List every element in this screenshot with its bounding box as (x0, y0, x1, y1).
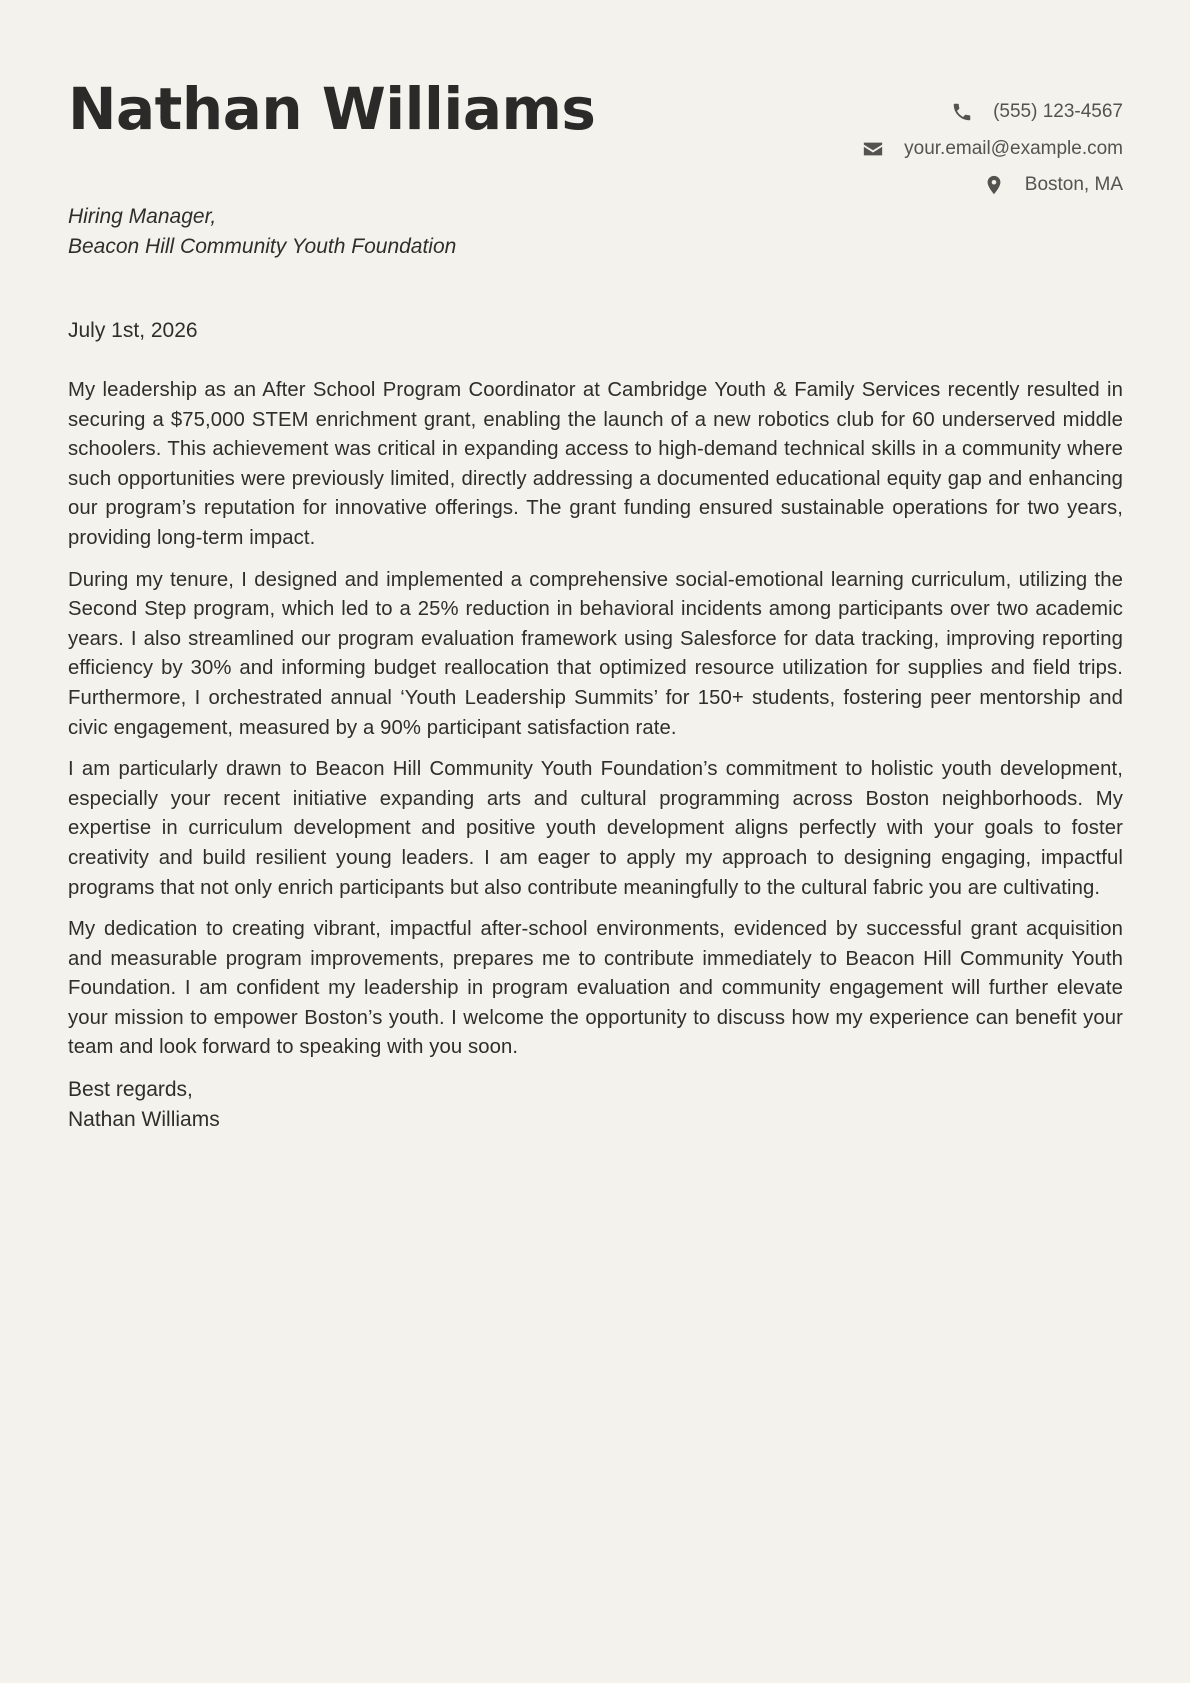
phone-icon (951, 101, 973, 123)
recipient-organization: Beacon Hill Community Youth Foundation (68, 235, 457, 258)
body-paragraph: I am particularly drawn to Beacon Hill Community Youth Foundation’s commitment to holistic youth development, especially your recent initiative expanding arts and cultural programming across Boston neighborhoods. My expertise in curriculum development and positive youth development aligns perfectly with your goals to foster creativity and build resilient young leaders. I am eager to apply my approach to designing engaging, impactful programs that not only enrich participants but also contribute meaningfully to the cultural fabric you are cultivating. (68, 758, 1123, 899)
contact-email (862, 131, 1123, 168)
body-paragraph: My dedication to creating vibrant, impactful after-school environments, evidenced by successful grant acquisition and measurable program improvements, prepares me to contribute immediately to Beacon Hill Community Youth Foundation. I am confident my leadership in program evaluation and community engagement will further elevate your mission to empower Boston’s youth. I welcome the opportunity to discuss how my experience can benefit your team and look forward to speaking with you soon. (68, 918, 1123, 1059)
phone-number: (555) 123-4567 (993, 101, 1123, 123)
contact-info (862, 94, 1123, 204)
recipient-block (68, 202, 1123, 262)
closing-salutation: Best regards, (68, 1078, 193, 1102)
closing-signature: Nathan Williams (68, 1107, 220, 1131)
email-address: your.email@example.com (904, 137, 1123, 159)
contact-location (862, 167, 1123, 204)
location-text: Boston, MA (1024, 174, 1123, 196)
letter-header (68, 72, 1123, 202)
envelope-icon (862, 138, 884, 160)
applicant-name: Nathan Williams (68, 75, 596, 143)
cover-letter (68, 72, 1123, 1134)
letter-body (68, 376, 1123, 1063)
contact-phone (862, 94, 1123, 131)
letter-closing (68, 1075, 1123, 1134)
body-paragraph: During my tenure, I designed and implemented a comprehensive social-emotional learning curriculum, utilizing the Second Step program, which led to a 25% reduction in behavioral incidents among participants over two academic years. I also streamlined our program evaluation framework using Salesforce for data tracking, improving reporting efficiency by 30% and informing budget reallocation that optimized resource utilization for supplies and field trips. Furthermore, I orchestrated annual ‘Youth Leadership Summits’ for 150+ students, fostering peer mentorship and civic engagement, measured by a 90% participant satisfaction rate. (68, 568, 1123, 739)
recipient-title: Hiring Manager, (68, 205, 217, 228)
body-paragraph: My leadership as an After School Program Coordinator at Cambridge Youth & Family Services recently resulted in securing a $75,000 STEM enrichment grant, enabling the launch of a new robotics club for 60 underserved middle schoolers. This achievement was critical in expanding access to high-demand technical skills in a community where such opportunities were previously limited, directly addressing a documented educational equity gap and enhancing our program’s reputation for innovative offerings. The grant funding ensured sustainable operations for two years, providing long-term impact. (68, 379, 1123, 549)
letter-date: July 1st, 2026 (68, 319, 198, 342)
map-pin-icon (983, 174, 1005, 196)
